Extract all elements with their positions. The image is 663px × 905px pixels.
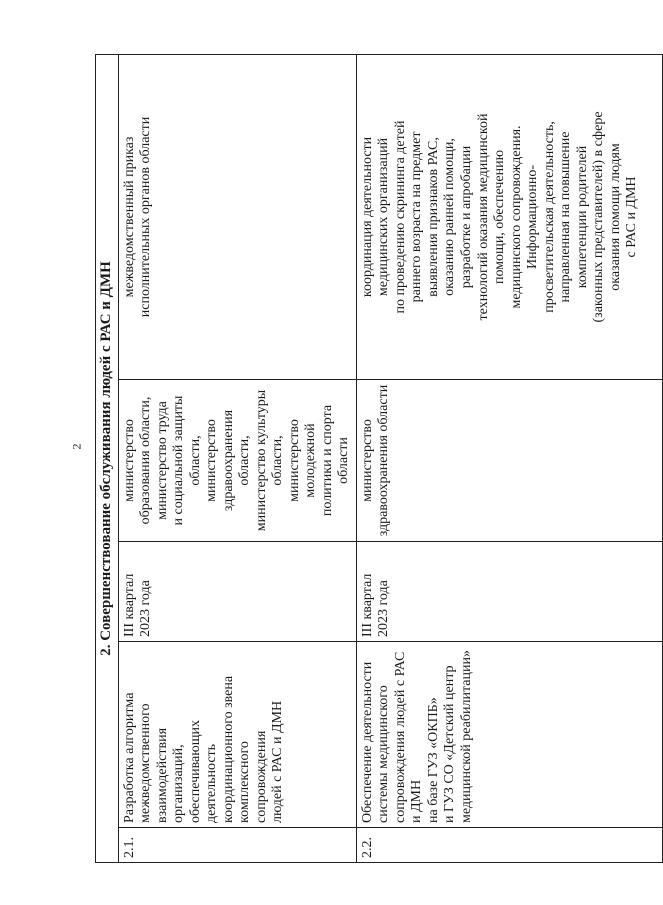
text-line: людей с РАС и ДМН bbox=[270, 700, 286, 823]
section-header-row bbox=[96, 54, 119, 862]
text-line: области, bbox=[270, 435, 286, 486]
text-line: обеспечивающих деятельность bbox=[187, 720, 220, 823]
activity-title bbox=[356, 642, 662, 828]
executors bbox=[356, 380, 662, 542]
section-title: 2. Совершенствование обслуживания людей с РАС и ДМН bbox=[96, 54, 119, 862]
text-line: сопровождения людей с РАС и ДМН bbox=[392, 651, 425, 823]
text-line: комплексного сопровождения bbox=[237, 730, 269, 823]
text-line: взаимодействия организаций, bbox=[154, 727, 187, 823]
table-row bbox=[118, 54, 356, 862]
text-line: просветительская деятельность, bbox=[541, 121, 557, 313]
text-line: оказанию ранней помощи, bbox=[442, 138, 458, 296]
text-line: министерство bbox=[204, 419, 220, 502]
row-number: 2.1. bbox=[118, 828, 356, 863]
text-line: медицинского сопровождения. bbox=[508, 125, 524, 309]
rotated-table-wrapper bbox=[95, 55, 640, 863]
text-line: министерство труда bbox=[154, 401, 170, 520]
text-line: министерство культуры bbox=[253, 389, 269, 532]
text-line: помощи, обеспечению bbox=[492, 149, 508, 285]
text-line: компетенции родителей bbox=[574, 145, 590, 289]
text-line: выявления признаков РАС, bbox=[425, 137, 441, 297]
text-line: министерство молодежной bbox=[286, 419, 319, 502]
expected-result bbox=[118, 54, 356, 379]
text-line: министерство bbox=[359, 419, 375, 502]
row-number: 2.2. bbox=[356, 828, 662, 863]
text-line: (законных представителей) в сфере bbox=[591, 111, 607, 323]
text-line: направленная на повышение bbox=[558, 131, 574, 303]
text-line: 2023 года bbox=[376, 580, 392, 637]
text-line: исполнительных органов области bbox=[138, 116, 154, 318]
deadline bbox=[118, 542, 356, 642]
text-line: политики и спорта области bbox=[319, 404, 352, 517]
text-line: по проведению скрининга детей bbox=[392, 120, 408, 314]
expected-result bbox=[356, 54, 662, 379]
text-line: с РАС и ДМН bbox=[624, 176, 640, 258]
text-line: межведомственного bbox=[138, 703, 154, 823]
text-line: оказания помощи людям bbox=[607, 143, 623, 291]
text-line: 2023 года bbox=[138, 580, 154, 637]
text-line: здравоохранения области bbox=[376, 384, 392, 537]
text-line: раннего возраста на предмет bbox=[409, 131, 425, 303]
plan-table bbox=[95, 54, 663, 863]
table-row bbox=[356, 54, 662, 862]
activity-title bbox=[118, 642, 356, 828]
text-line: медицинских организаций bbox=[376, 137, 392, 297]
text-line: здравоохранения области, bbox=[220, 409, 253, 512]
table-stage bbox=[95, 55, 640, 863]
text-line: межведомственный приказ bbox=[121, 136, 137, 298]
text-line: Информационно- bbox=[525, 164, 541, 270]
text-line: на базе ГУЗ «ОКПБ» bbox=[425, 697, 441, 823]
text-line: системы медицинского bbox=[376, 685, 392, 823]
page-number: 2 bbox=[69, 443, 84, 450]
text-line: министерство bbox=[121, 419, 137, 502]
text-line: Обеспечение деятельности bbox=[359, 661, 375, 823]
text-line: разработке и апробации bbox=[459, 145, 474, 289]
text-line: медицинской реабилитации» bbox=[459, 650, 474, 823]
text-line: и социальной защиты bbox=[171, 395, 187, 526]
text-line: III квартал bbox=[359, 573, 375, 637]
text-line: координация деятельности bbox=[359, 136, 375, 298]
text-line: технологий оказания медицинской bbox=[475, 113, 491, 321]
text-line: и ГУЗ СО «Детский центр bbox=[442, 665, 458, 823]
text-line: образования области, bbox=[138, 396, 154, 525]
executors bbox=[118, 380, 356, 542]
text-line: Разработка алгоритма bbox=[121, 692, 137, 823]
text-line: области, bbox=[187, 435, 203, 486]
text-line: координационного звена bbox=[220, 675, 236, 823]
deadline bbox=[356, 542, 662, 642]
text-line: III квартал bbox=[121, 573, 137, 637]
